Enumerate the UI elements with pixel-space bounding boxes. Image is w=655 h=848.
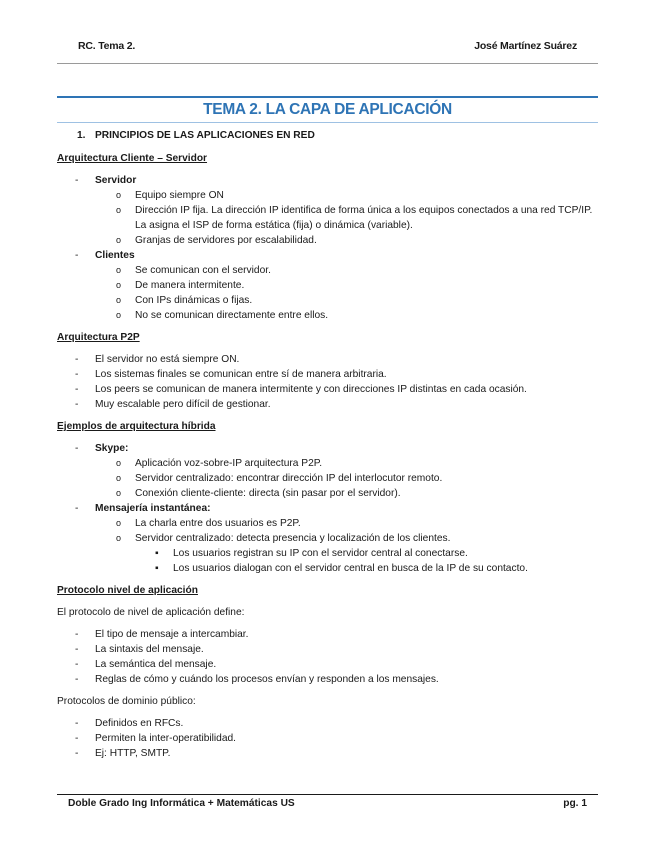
list-item: [57, 657, 598, 672]
list-item: [57, 248, 598, 263]
item-text: Ej: HTTP, SMTP.: [95, 748, 171, 759]
section-title: PRINCIPIOS DE LAS APLICACIONES EN RED: [95, 130, 315, 141]
dash-marker: -: [75, 354, 79, 365]
heading-cliente-servidor: Arquitectura Cliente – Servidor: [57, 153, 208, 164]
dash-marker: -: [75, 629, 79, 640]
item-text: No se comunican directamente entre ellos.: [135, 310, 329, 321]
title-top-rule: [57, 96, 598, 98]
item-text: La semántica del mensaje.: [95, 659, 217, 670]
item-text: Dirección IP fija. La dirección IP identifica de forma única a los equipos conectados a una red TCP/IP. La asigna el ISP de forma estática (fija) o dinámica (variable).: [135, 205, 593, 231]
list-cliente-servidor: [57, 173, 598, 323]
square-bullet-icon: ▪: [155, 548, 159, 559]
circle-bullet-icon: o: [116, 280, 122, 290]
list-item: [57, 293, 598, 308]
item-text: La sintaxis del mensaje.: [95, 644, 204, 655]
section-number: 1.: [77, 130, 86, 141]
list-hibrida: [57, 441, 598, 576]
list-item: [57, 397, 598, 412]
circle-bullet-icon: o: [116, 265, 122, 275]
item-text: Con IPs dinámicas o fijas.: [135, 295, 253, 306]
list-item: [57, 352, 598, 367]
circle-bullet-icon: o: [116, 533, 122, 543]
item-text: Granjas de servidores por escalabilidad.: [135, 235, 317, 246]
dash-marker: -: [75, 175, 79, 186]
circle-bullet-icon: o: [116, 310, 122, 320]
list-item: [57, 672, 598, 687]
item-text: Servidor centralizado: detecta presencia y localización de los clientes.: [135, 533, 451, 544]
list-dominio: [57, 716, 598, 761]
page-title: TEMA 2. LA CAPA DE APLICACIÓN: [203, 101, 452, 118]
item-text: Los peers se comunican de manera intermitente y con direcciones IP distintas en cada ocasión.: [95, 384, 527, 395]
list-item: [57, 731, 598, 746]
item-text: Equipo siempre ON: [135, 190, 224, 201]
dash-marker: -: [75, 384, 79, 395]
dash-marker: -: [75, 644, 79, 655]
list-item: [57, 746, 598, 761]
header-author: José Martínez Suárez: [474, 40, 577, 52]
list-protocolo: [57, 627, 598, 687]
item-text: De manera intermitente.: [135, 280, 245, 291]
document-body: [57, 128, 598, 768]
dominio-intro: Protocolos de dominio público:: [57, 696, 196, 707]
protocolo-intro: El protocolo de nivel de aplicación define:: [57, 607, 245, 618]
square-bullet-icon: ▪: [155, 563, 159, 574]
title-bottom-rule: [57, 122, 598, 123]
list-item: [57, 642, 598, 657]
page-number: pg. 1: [563, 798, 587, 809]
circle-bullet-icon: o: [116, 488, 122, 498]
list-item: [57, 531, 598, 546]
dash-marker: -: [75, 674, 79, 685]
circle-bullet-icon: o: [116, 205, 122, 215]
dash-marker: -: [75, 733, 79, 744]
list-item: [57, 382, 598, 397]
item-text: El servidor no está siempre ON.: [95, 354, 240, 365]
list-item: [57, 456, 598, 471]
servidor-label: Servidor: [95, 175, 137, 186]
circle-bullet-icon: o: [116, 473, 122, 483]
list-item: [57, 716, 598, 731]
clientes-label: Clientes: [95, 250, 135, 261]
item-text: Se comunican con el servidor.: [135, 265, 271, 276]
dash-marker: -: [75, 399, 79, 410]
list-item: [57, 516, 598, 531]
list-item: [57, 308, 598, 323]
list-item: [57, 546, 598, 561]
item-text: Los usuarios dialogan con el servidor central en busca de la IP de su contacto.: [173, 563, 528, 574]
item-text: El tipo de mensaje a intercambiar.: [95, 629, 249, 640]
list-item: [57, 627, 598, 642]
list-item: [57, 561, 598, 576]
item-text: Los usuarios registran su IP con el servidor central al conectarse.: [173, 548, 468, 559]
mensajeria-label: Mensajería instantánea:: [95, 503, 211, 514]
list-item: [57, 486, 598, 501]
section-heading: [77, 128, 598, 143]
dash-marker: -: [75, 718, 79, 729]
dash-marker: -: [75, 250, 79, 261]
dash-marker: -: [75, 748, 79, 759]
item-text: Definidos en RFCs.: [95, 718, 184, 729]
list-item: [57, 173, 598, 188]
circle-bullet-icon: o: [116, 458, 122, 468]
item-text: Conexión cliente-cliente: directa (sin pasar por el servidor).: [135, 488, 401, 499]
dash-marker: -: [75, 659, 79, 670]
circle-bullet-icon: o: [116, 518, 122, 528]
dash-marker: -: [75, 503, 79, 514]
list-item: [57, 188, 598, 203]
dash-marker: -: [75, 443, 79, 454]
heading-protocolo: Protocolo nivel de aplicación: [57, 585, 198, 596]
list-item: [57, 367, 598, 382]
heading-p2p: Arquitectura P2P: [57, 332, 140, 343]
item-text: Aplicación voz-sobre-IP arquitectura P2P.: [135, 458, 323, 469]
footer-degree: Doble Grado Ing Informática + Matemáticas US: [68, 798, 295, 809]
list-item: [57, 471, 598, 486]
header-divider: [57, 63, 598, 64]
dash-marker: -: [75, 369, 79, 380]
item-text: La charla entre dos usuarios es P2P.: [135, 518, 301, 529]
skype-label: Skype:: [95, 443, 129, 454]
heading-hibrida: Ejemplos de arquitectura híbrida: [57, 421, 216, 432]
list-item: [57, 263, 598, 278]
list-item: [57, 501, 598, 516]
footer-divider: [57, 794, 598, 795]
circle-bullet-icon: o: [116, 295, 122, 305]
list-item: [57, 441, 598, 456]
list-item: [57, 278, 598, 293]
list-p2p: [57, 352, 598, 412]
item-text: Servidor centralizado: encontrar dirección IP del interlocutor remoto.: [135, 473, 443, 484]
header-course: RC. Tema 2.: [78, 40, 136, 52]
item-text: Los sistemas finales se comunican entre sí de manera arbitraria.: [95, 369, 387, 380]
item-text: Reglas de cómo y cuándo los procesos envían y responden a los mensajes.: [95, 674, 439, 685]
item-text: Permiten la inter-operatibilidad.: [95, 733, 236, 744]
circle-bullet-icon: o: [116, 190, 122, 200]
list-item: [57, 233, 598, 248]
list-item: [57, 203, 598, 233]
item-text: Muy escalable pero difícil de gestionar.: [95, 399, 271, 410]
circle-bullet-icon: o: [116, 235, 122, 245]
